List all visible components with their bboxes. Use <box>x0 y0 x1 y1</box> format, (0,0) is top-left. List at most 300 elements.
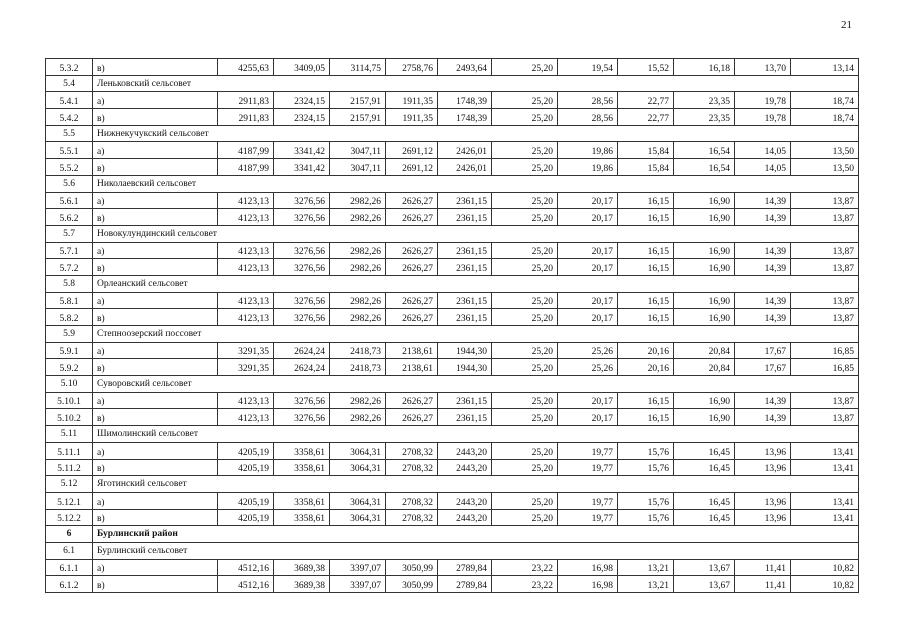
row-label-cell: а) <box>93 392 218 409</box>
value-cell: 13,41 <box>791 442 859 459</box>
value-cell: 2982,26 <box>330 309 386 326</box>
value-cell: 3064,31 <box>330 459 386 476</box>
value-cell: 20,17 <box>558 242 618 259</box>
value-cell: 14,39 <box>735 392 791 409</box>
row-label-cell: а) <box>93 92 218 109</box>
value-cell: 4123,13 <box>218 292 274 309</box>
value-cell: 25,20 <box>492 459 558 476</box>
value-cell: 20,17 <box>558 292 618 309</box>
value-cell: 2138,61 <box>386 342 438 359</box>
row-code-cell: 5.4.2 <box>46 109 93 126</box>
value-cell: 3689,38 <box>274 559 330 576</box>
value-cell: 19,77 <box>558 442 618 459</box>
value-cell: 13,50 <box>791 142 859 159</box>
value-cell: 18,74 <box>791 92 859 109</box>
value-cell: 16,15 <box>618 259 674 276</box>
value-cell: 2911,83 <box>218 92 274 109</box>
row-label-cell: а) <box>93 342 218 359</box>
value-cell: 2157,91 <box>330 109 386 126</box>
value-cell: 1944,30 <box>438 342 492 359</box>
value-cell: 13,87 <box>791 259 859 276</box>
value-cell: 4123,13 <box>218 259 274 276</box>
value-cell: 25,20 <box>492 92 558 109</box>
value-cell: 13,14 <box>791 59 859 76</box>
value-cell: 2626,27 <box>386 242 438 259</box>
value-cell: 25,20 <box>492 442 558 459</box>
section-title-cell: Степноозерский поссовет <box>93 326 859 343</box>
value-cell: 2624,24 <box>274 342 330 359</box>
row-code-cell: 5.3.2 <box>46 59 93 76</box>
value-cell: 4187,99 <box>218 159 274 176</box>
value-cell: 13,87 <box>791 409 859 426</box>
row-label-cell: в) <box>93 59 218 76</box>
value-cell: 16,90 <box>674 309 735 326</box>
table-row <box>46 509 859 526</box>
value-cell: 25,20 <box>492 292 558 309</box>
value-cell: 3064,31 <box>330 492 386 509</box>
value-cell: 19,78 <box>735 92 791 109</box>
section-title-cell: Бурлинский район <box>93 526 859 543</box>
value-cell: 17,67 <box>735 342 791 359</box>
table-row <box>46 59 859 76</box>
table-row <box>46 292 859 309</box>
value-cell: 3276,56 <box>274 292 330 309</box>
value-cell: 2708,32 <box>386 459 438 476</box>
value-cell: 3276,56 <box>274 309 330 326</box>
value-cell: 3114,75 <box>330 59 386 76</box>
value-cell: 2138,61 <box>386 359 438 376</box>
value-cell: 4205,19 <box>218 492 274 509</box>
table-row <box>46 409 859 426</box>
value-cell: 4123,13 <box>218 209 274 226</box>
value-cell: 2626,27 <box>386 192 438 209</box>
value-cell: 2418,73 <box>330 342 386 359</box>
value-cell: 25,20 <box>492 409 558 426</box>
value-cell: 16,45 <box>674 509 735 526</box>
table-row <box>46 109 859 126</box>
value-cell: 19,77 <box>558 459 618 476</box>
value-cell: 4205,19 <box>218 442 274 459</box>
value-cell: 25,20 <box>492 509 558 526</box>
value-cell: 2361,15 <box>438 192 492 209</box>
value-cell: 25,20 <box>492 342 558 359</box>
value-cell: 16,15 <box>618 192 674 209</box>
table-row <box>46 492 859 509</box>
row-code-cell: 5.11 <box>46 426 93 443</box>
section-row <box>46 225 859 242</box>
section-title-cell: Леньковский сельсовет <box>93 75 859 92</box>
row-code-cell: 5.12 <box>46 476 93 493</box>
value-cell: 13,96 <box>735 459 791 476</box>
value-cell: 20,84 <box>674 342 735 359</box>
section-row <box>46 476 859 493</box>
table-row <box>46 142 859 159</box>
value-cell: 3276,56 <box>274 242 330 259</box>
value-cell: 2493,64 <box>438 59 492 76</box>
value-cell: 20,17 <box>558 409 618 426</box>
page-number: 21 <box>841 19 852 31</box>
section-row <box>46 376 859 393</box>
value-cell: 3276,56 <box>274 409 330 426</box>
value-cell: 15,84 <box>618 159 674 176</box>
value-cell: 2626,27 <box>386 259 438 276</box>
value-cell: 4187,99 <box>218 142 274 159</box>
section-row <box>46 175 859 192</box>
row-code-cell: 5.7 <box>46 225 93 242</box>
value-cell: 16,90 <box>674 209 735 226</box>
value-cell: 3358,61 <box>274 459 330 476</box>
value-cell: 25,20 <box>492 109 558 126</box>
value-cell: 2626,27 <box>386 309 438 326</box>
row-code-cell: 5.4.1 <box>46 92 93 109</box>
section-row <box>46 426 859 443</box>
value-cell: 15,76 <box>618 509 674 526</box>
value-cell: 16,15 <box>618 292 674 309</box>
value-cell: 25,20 <box>492 192 558 209</box>
table-row <box>46 92 859 109</box>
value-cell: 2361,15 <box>438 409 492 426</box>
value-cell: 2361,15 <box>438 242 492 259</box>
value-cell: 3341,42 <box>274 159 330 176</box>
value-cell: 14,39 <box>735 259 791 276</box>
value-cell: 16,15 <box>618 409 674 426</box>
value-cell: 13,96 <box>735 492 791 509</box>
table-row <box>46 576 859 593</box>
value-cell: 2324,15 <box>274 109 330 126</box>
row-label-cell: в) <box>93 509 218 526</box>
value-cell: 3047,11 <box>330 159 386 176</box>
value-cell: 14,05 <box>735 159 791 176</box>
value-cell: 2361,15 <box>438 392 492 409</box>
value-cell: 15,76 <box>618 459 674 476</box>
value-cell: 10,82 <box>791 576 859 593</box>
value-cell: 19,86 <box>558 159 618 176</box>
value-cell: 13,67 <box>674 576 735 593</box>
value-cell: 16,45 <box>674 459 735 476</box>
value-cell: 14,39 <box>735 409 791 426</box>
value-cell: 3341,42 <box>274 142 330 159</box>
row-code-cell: 6.1.2 <box>46 576 93 593</box>
row-code-cell: 5.7.2 <box>46 259 93 276</box>
value-cell: 25,20 <box>492 159 558 176</box>
row-label-cell: в) <box>93 359 218 376</box>
value-cell: 3291,35 <box>218 359 274 376</box>
value-cell: 2708,32 <box>386 492 438 509</box>
row-code-cell: 5.8 <box>46 275 93 292</box>
value-cell: 2691,12 <box>386 159 438 176</box>
value-cell: 16,15 <box>618 392 674 409</box>
row-code-cell: 5.5.1 <box>46 142 93 159</box>
value-cell: 20,84 <box>674 359 735 376</box>
row-label-cell: в) <box>93 459 218 476</box>
value-cell: 11,41 <box>735 576 791 593</box>
value-cell: 15,76 <box>618 442 674 459</box>
table-row <box>46 342 859 359</box>
value-cell: 3276,56 <box>274 392 330 409</box>
value-cell: 25,20 <box>492 492 558 509</box>
value-cell: 1911,35 <box>386 109 438 126</box>
value-cell: 16,98 <box>558 559 618 576</box>
value-cell: 1911,35 <box>386 92 438 109</box>
value-cell: 28,56 <box>558 92 618 109</box>
value-cell: 18,74 <box>791 109 859 126</box>
row-label-cell: а) <box>93 292 218 309</box>
value-cell: 3047,11 <box>330 142 386 159</box>
value-cell: 19,54 <box>558 59 618 76</box>
row-label-cell: а) <box>93 192 218 209</box>
value-cell: 2426,01 <box>438 142 492 159</box>
value-cell: 16,90 <box>674 192 735 209</box>
value-cell: 3276,56 <box>274 192 330 209</box>
value-cell: 13,87 <box>791 192 859 209</box>
value-cell: 2708,32 <box>386 509 438 526</box>
row-code-cell: 5.9.2 <box>46 359 93 376</box>
value-cell: 2361,15 <box>438 309 492 326</box>
section-row <box>46 75 859 92</box>
value-cell: 16,18 <box>674 59 735 76</box>
table-row <box>46 392 859 409</box>
value-cell: 2361,15 <box>438 209 492 226</box>
value-cell: 14,39 <box>735 292 791 309</box>
section-title-cell: Орлеанский сельсовет <box>93 275 859 292</box>
value-cell: 2982,26 <box>330 259 386 276</box>
row-code-cell: 5.10.1 <box>46 392 93 409</box>
value-cell: 13,96 <box>735 509 791 526</box>
value-cell: 25,20 <box>492 392 558 409</box>
value-cell: 3064,31 <box>330 442 386 459</box>
value-cell: 1748,39 <box>438 92 492 109</box>
value-cell: 19,77 <box>558 509 618 526</box>
value-cell: 14,39 <box>735 309 791 326</box>
value-cell: 19,77 <box>558 492 618 509</box>
section-title-cell: Нижнекучукский сельсовет <box>93 125 859 142</box>
value-cell: 14,05 <box>735 142 791 159</box>
value-cell: 2626,27 <box>386 409 438 426</box>
value-cell: 16,15 <box>618 209 674 226</box>
value-cell: 25,20 <box>492 259 558 276</box>
value-cell: 19,86 <box>558 142 618 159</box>
value-cell: 2982,26 <box>330 392 386 409</box>
value-cell: 3276,56 <box>274 209 330 226</box>
value-cell: 13,87 <box>791 242 859 259</box>
value-cell: 4205,19 <box>218 509 274 526</box>
table-row <box>46 309 859 326</box>
row-label-cell: в) <box>93 109 218 126</box>
value-cell: 20,17 <box>558 192 618 209</box>
value-cell: 3409,05 <box>274 59 330 76</box>
row-code-cell: 5.6 <box>46 175 93 192</box>
row-code-cell: 6.1 <box>46 542 93 559</box>
value-cell: 20,17 <box>558 309 618 326</box>
row-code-cell: 6 <box>46 526 93 543</box>
value-cell: 28,56 <box>558 109 618 126</box>
value-cell: 16,45 <box>674 442 735 459</box>
value-cell: 2443,20 <box>438 492 492 509</box>
value-cell: 13,67 <box>674 559 735 576</box>
value-cell: 20,17 <box>558 392 618 409</box>
value-cell: 15,76 <box>618 492 674 509</box>
value-cell: 15,84 <box>618 142 674 159</box>
value-cell: 1944,30 <box>438 359 492 376</box>
table-row <box>46 242 859 259</box>
value-cell: 2626,27 <box>386 392 438 409</box>
value-cell: 16,54 <box>674 159 735 176</box>
value-cell: 2324,15 <box>274 92 330 109</box>
value-cell: 13,41 <box>791 459 859 476</box>
value-cell: 3291,35 <box>218 342 274 359</box>
value-cell: 3397,07 <box>330 576 386 593</box>
section-title-cell: Яготинский сельсовет <box>93 476 859 493</box>
value-cell: 16,15 <box>618 242 674 259</box>
value-cell: 13,50 <box>791 159 859 176</box>
value-cell: 14,39 <box>735 242 791 259</box>
value-cell: 25,26 <box>558 342 618 359</box>
section-row <box>46 275 859 292</box>
value-cell: 2626,27 <box>386 209 438 226</box>
value-cell: 4123,13 <box>218 192 274 209</box>
row-label-cell: а) <box>93 442 218 459</box>
value-cell: 23,35 <box>674 109 735 126</box>
value-cell: 16,90 <box>674 242 735 259</box>
value-cell: 16,54 <box>674 142 735 159</box>
section-title-cell: Бурлинский сельсовет <box>93 542 859 559</box>
value-cell: 25,20 <box>492 59 558 76</box>
row-label-cell: в) <box>93 576 218 593</box>
value-cell: 2982,26 <box>330 242 386 259</box>
value-cell: 13,41 <box>791 492 859 509</box>
section-row <box>46 526 859 543</box>
value-cell: 2982,26 <box>330 409 386 426</box>
value-cell: 23,35 <box>674 92 735 109</box>
value-cell: 4512,16 <box>218 576 274 593</box>
row-code-cell: 5.12.1 <box>46 492 93 509</box>
value-cell: 2443,20 <box>438 459 492 476</box>
value-cell: 14,39 <box>735 192 791 209</box>
table-row <box>46 159 859 176</box>
value-cell: 2418,73 <box>330 359 386 376</box>
table-row <box>46 442 859 459</box>
value-cell: 16,98 <box>558 576 618 593</box>
value-cell: 10,82 <box>791 559 859 576</box>
value-cell: 13,87 <box>791 292 859 309</box>
row-code-cell: 5.11.2 <box>46 459 93 476</box>
row-code-cell: 5.5.2 <box>46 159 93 176</box>
row-code-cell: 5.12.2 <box>46 509 93 526</box>
section-title-cell: Новокулундинский сельсовет <box>93 225 859 242</box>
value-cell: 20,16 <box>618 342 674 359</box>
value-cell: 22,77 <box>618 109 674 126</box>
section-row <box>46 542 859 559</box>
value-cell: 2443,20 <box>438 442 492 459</box>
value-cell: 3358,61 <box>274 492 330 509</box>
row-label-cell: в) <box>93 409 218 426</box>
value-cell: 4123,13 <box>218 242 274 259</box>
table-row <box>46 359 859 376</box>
value-cell: 4512,16 <box>218 559 274 576</box>
table-row <box>46 192 859 209</box>
value-cell: 4123,13 <box>218 409 274 426</box>
row-code-cell: 5.10.2 <box>46 409 93 426</box>
value-cell: 3358,61 <box>274 442 330 459</box>
value-cell: 2789,84 <box>438 576 492 593</box>
value-cell: 13,21 <box>618 559 674 576</box>
value-cell: 25,26 <box>558 359 618 376</box>
value-cell: 20,17 <box>558 259 618 276</box>
section-row <box>46 125 859 142</box>
value-cell: 2982,26 <box>330 209 386 226</box>
row-label-cell: а) <box>93 492 218 509</box>
value-cell: 16,85 <box>791 342 859 359</box>
row-code-cell: 5.6.2 <box>46 209 93 226</box>
section-title-cell: Суворовский сельсовет <box>93 376 859 393</box>
section-row <box>46 326 859 343</box>
row-code-cell: 5.7.1 <box>46 242 93 259</box>
value-cell: 13,87 <box>791 209 859 226</box>
row-code-cell: 5.4 <box>46 75 93 92</box>
value-cell: 4255,63 <box>218 59 274 76</box>
value-cell: 13,70 <box>735 59 791 76</box>
row-label-cell: в) <box>93 259 218 276</box>
value-cell: 15,52 <box>618 59 674 76</box>
value-cell: 22,77 <box>618 92 674 109</box>
value-cell: 2708,32 <box>386 442 438 459</box>
row-code-cell: 5.9 <box>46 326 93 343</box>
value-cell: 16,90 <box>674 259 735 276</box>
value-cell: 3397,07 <box>330 559 386 576</box>
value-cell: 3064,31 <box>330 509 386 526</box>
value-cell: 16,90 <box>674 409 735 426</box>
value-cell: 4123,13 <box>218 309 274 326</box>
value-cell: 16,90 <box>674 392 735 409</box>
value-cell: 3050,99 <box>386 576 438 593</box>
row-code-cell: 5.8.2 <box>46 309 93 326</box>
table-body <box>46 59 859 593</box>
value-cell: 2758,76 <box>386 59 438 76</box>
value-cell: 4123,13 <box>218 392 274 409</box>
row-label-cell: а) <box>93 242 218 259</box>
row-code-cell: 5.11.1 <box>46 442 93 459</box>
value-cell: 25,20 <box>492 359 558 376</box>
value-cell: 2789,84 <box>438 559 492 576</box>
section-title-cell: Николаевский сельсовет <box>93 175 859 192</box>
row-label-cell: а) <box>93 559 218 576</box>
row-code-cell: 6.1.1 <box>46 559 93 576</box>
value-cell: 16,85 <box>791 359 859 376</box>
value-cell: 11,41 <box>735 559 791 576</box>
row-code-cell: 5.8.1 <box>46 292 93 309</box>
table-row <box>46 459 859 476</box>
value-cell: 2361,15 <box>438 292 492 309</box>
section-title-cell: Шимолинский сельсовет <box>93 426 859 443</box>
value-cell: 2982,26 <box>330 192 386 209</box>
row-code-cell: 5.9.1 <box>46 342 93 359</box>
value-cell: 16,90 <box>674 292 735 309</box>
value-cell: 3050,99 <box>386 559 438 576</box>
value-cell: 2626,27 <box>386 292 438 309</box>
row-label-cell: в) <box>93 309 218 326</box>
value-cell: 2982,26 <box>330 292 386 309</box>
value-cell: 2426,01 <box>438 159 492 176</box>
value-cell: 23,22 <box>492 559 558 576</box>
row-label-cell: в) <box>93 209 218 226</box>
value-cell: 13,41 <box>791 509 859 526</box>
value-cell: 20,16 <box>618 359 674 376</box>
value-cell: 25,20 <box>492 142 558 159</box>
value-cell: 25,20 <box>492 309 558 326</box>
value-cell: 19,78 <box>735 109 791 126</box>
value-cell: 20,17 <box>558 209 618 226</box>
value-cell: 4205,19 <box>218 459 274 476</box>
